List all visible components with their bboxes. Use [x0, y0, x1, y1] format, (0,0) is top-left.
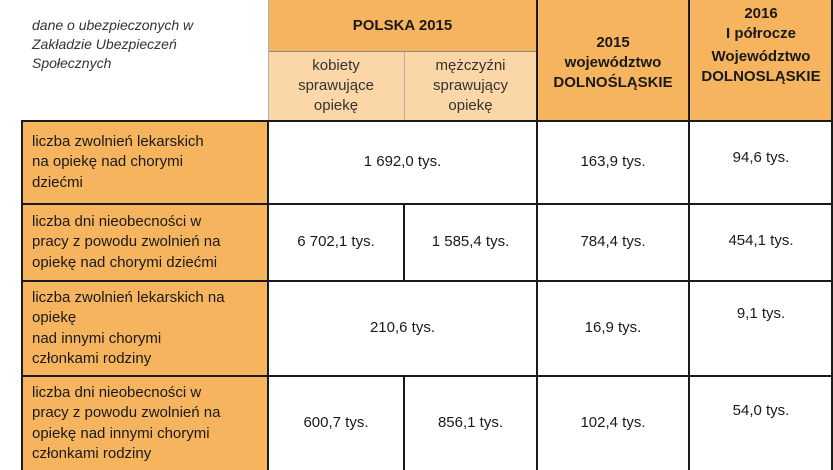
grid-line-polska-split	[268, 51, 537, 52]
row-1-label	[22, 122, 268, 203]
row-3-label-line-1: liczba zwolnień lekarskich na	[32, 289, 225, 306]
row-1-woj2015	[537, 122, 689, 203]
mezczyzni-line-2: sprawujący	[432, 76, 509, 94]
grid-line-row1-bottom	[22, 203, 833, 205]
row-4-label-line-2: pracy z powodu zwolnień na	[32, 404, 221, 422]
row-1-woj2015-value: 163,9 tys.	[580, 153, 646, 171]
row-2-label-line-3: opiekę nad chorymi dziećmi	[32, 253, 218, 271]
row-4-label	[22, 377, 268, 470]
grid-line-corner-right	[268, 0, 269, 120]
col2015-year: 2015	[596, 33, 630, 51]
grid-line-gender-split-row2	[403, 203, 405, 280]
row-3-polska	[268, 282, 537, 375]
row-2-woj2016-value: 454,1 tys.	[728, 232, 794, 249]
header-mezczyzni	[404, 52, 537, 120]
row-1-polska-value: 1 692,0 tys.	[363, 153, 442, 171]
row-2-label	[22, 205, 268, 280]
grid-line-row2-bottom	[22, 280, 833, 282]
kobiety-line-1: kobiety	[312, 56, 360, 74]
col2016-half: I półrocze	[725, 25, 796, 43]
grid-line-header-bottom	[22, 120, 833, 122]
col2016-region: DOLNOSLĄSKIE	[701, 67, 821, 85]
row-4-woj2015-value: 102,4 tys.	[580, 414, 646, 432]
col2015-region: DOLNOŚLĄSKIE	[553, 74, 673, 92]
header-polska-2015	[268, 0, 537, 52]
row-4-woj2016	[689, 377, 833, 470]
row-2-label-line-1: liczba dni nieobecności w	[32, 213, 202, 231]
kobiety-line-3: opiekę	[313, 97, 359, 115]
row-3-label-line-3: nad innymi chorymi	[32, 329, 162, 347]
row-4-label-line-1: liczba dni nieobecności w	[32, 384, 202, 401]
row-2-kobiety	[268, 205, 404, 280]
row-2-kobiety-value: 6 702,1 tys.	[297, 233, 375, 251]
header-2015-wojewodztwo	[537, 0, 689, 120]
row-2-woj2016	[689, 205, 833, 280]
row-3-woj2015-value: 16,9 tys.	[584, 319, 642, 337]
row-4-kobiety-value: 600,7 tys.	[303, 414, 369, 432]
row-4-mezczyzni	[404, 377, 537, 470]
corner-line-2: Zakładzie Ubezpieczeń	[32, 35, 177, 52]
row-2-woj2015-value: 784,4 tys.	[580, 233, 646, 251]
grid-line-2016-left	[688, 0, 690, 470]
col2016-label: Województwo	[711, 47, 811, 65]
row-1-label-line-1: liczba zwolnień lekarskich	[32, 133, 204, 151]
row-3-label	[22, 282, 268, 375]
row-3-label-line-2: opiekę	[32, 309, 77, 327]
row-4-kobiety	[268, 377, 404, 470]
grid-line-left	[21, 120, 23, 470]
header-2016-polrocze	[689, 0, 833, 120]
row-3-polska-value: 210,6 tys.	[369, 319, 436, 337]
row-3-woj2016	[689, 282, 833, 375]
row-4-woj2015	[537, 377, 689, 470]
col2016-year: 2016	[744, 5, 778, 22]
row-3-woj2016-value: 9,1 tys.	[736, 305, 786, 322]
col2015-label: województwo	[564, 53, 662, 71]
header-kobiety	[268, 52, 404, 120]
row-2-woj2015	[537, 205, 689, 280]
grid-line-gender-split-row4	[403, 375, 405, 470]
mezczyzni-line-3: opiekę	[448, 97, 493, 115]
row-3-woj2015	[537, 282, 689, 375]
grid-line-gender-split-header	[404, 52, 405, 120]
corner-line-3: Społecznych	[32, 54, 112, 71]
grid-line-2015-left	[536, 0, 538, 470]
row-1-woj2016-value: 94,6 tys.	[732, 149, 790, 166]
grid-line-row3-bottom	[22, 375, 833, 377]
row-1-label-line-2: na opiekę nad chorymi	[32, 153, 183, 171]
row-4-mezczyzni-value: 856,1 tys.	[437, 414, 504, 432]
row-2-mezczyzni	[404, 205, 537, 280]
row-1-woj2016	[689, 122, 833, 203]
mezczyzni-line-1: mężczyźni	[435, 56, 506, 74]
header-polska-label: POLSKA 2015	[352, 16, 453, 34]
kobiety-line-2: sprawujące	[298, 76, 374, 94]
row-4-woj2016-value: 54,0 tys.	[732, 402, 790, 419]
row-2-label-line-2: pracy z powodu zwolnień na	[32, 233, 221, 251]
header-corner	[22, 0, 268, 120]
row-4-label-line-4: członkami rodziny	[32, 444, 152, 462]
row-3-label-line-4: członkami rodziny	[32, 349, 152, 367]
row-1-polska	[268, 122, 537, 203]
row-1-label-line-3: dziećmi	[32, 173, 83, 191]
row-2-mezczyzni-value: 1 585,4 tys.	[431, 233, 510, 251]
grid-line-label-right	[267, 120, 269, 470]
row-4-label-line-3: opiekę nad innymi chorymi	[32, 424, 210, 442]
corner-line-1: dane o ubezpieczonych w	[32, 17, 194, 33]
